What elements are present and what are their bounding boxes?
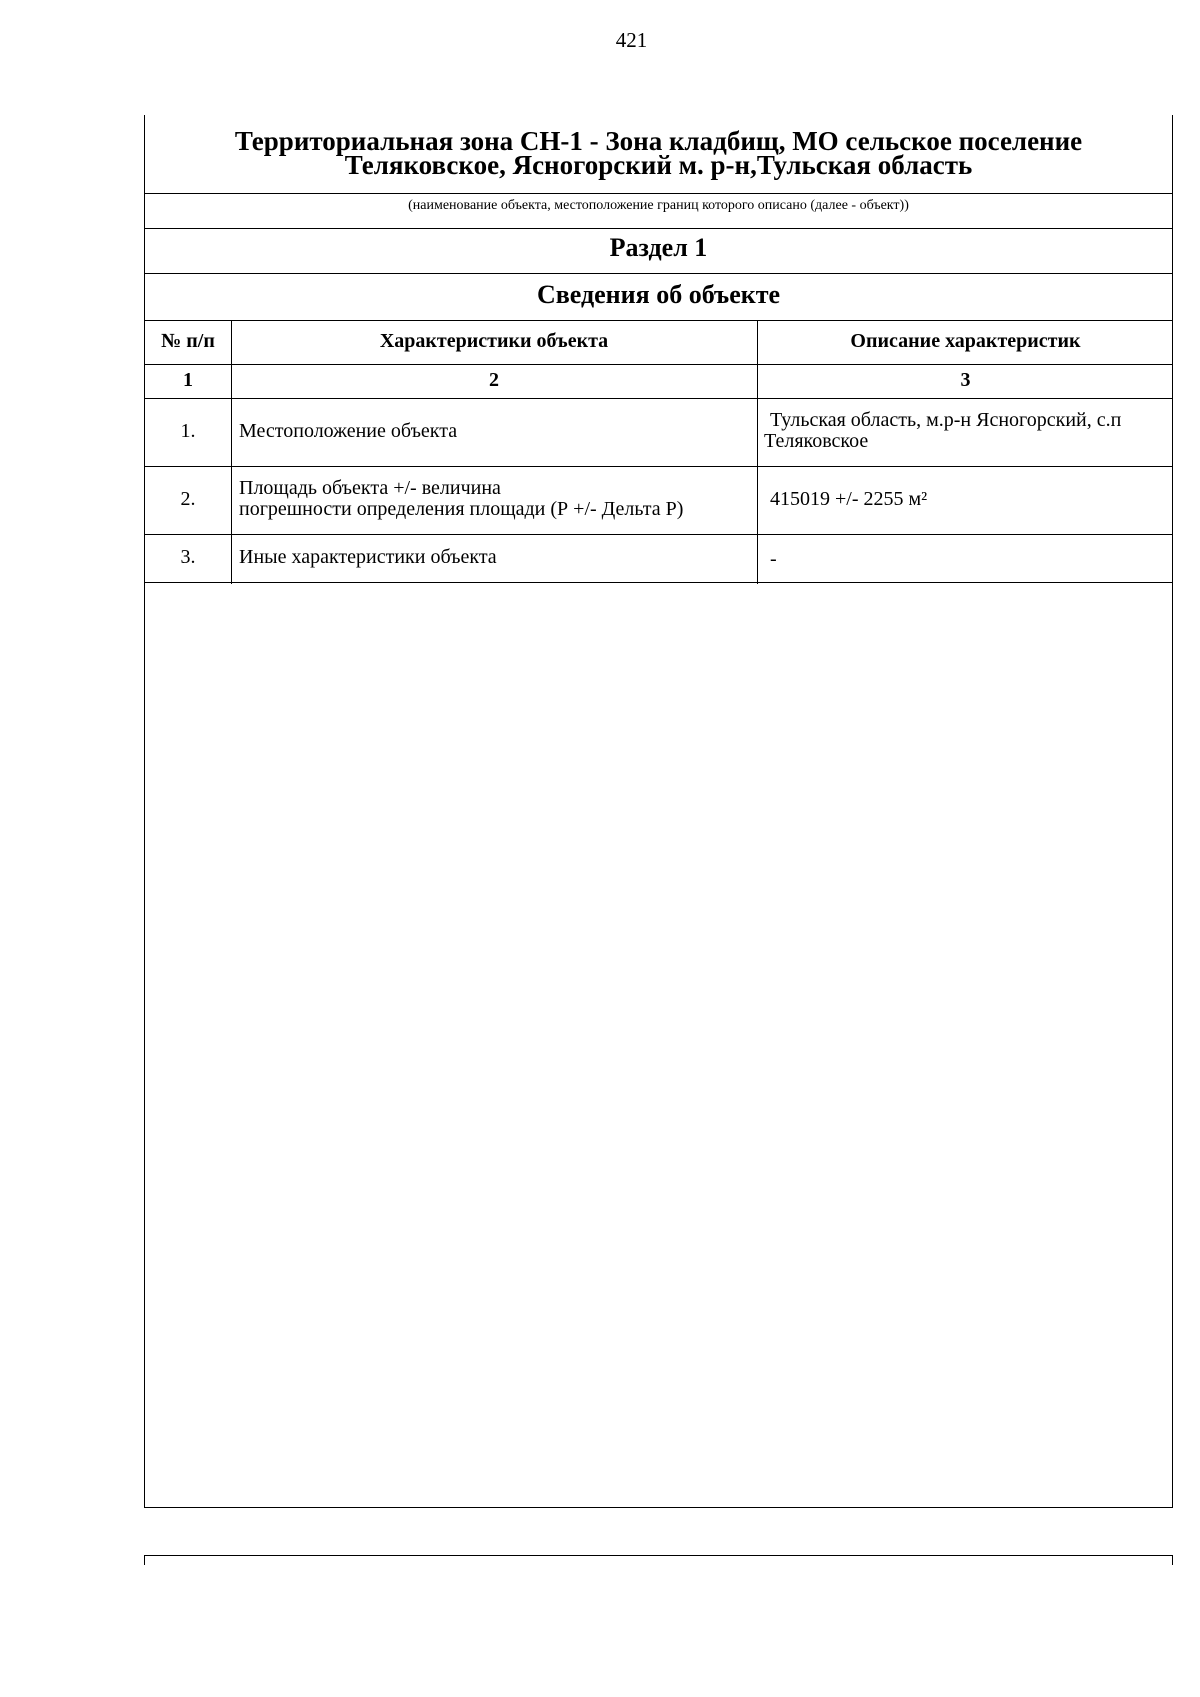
table-row-description bbox=[770, 549, 1169, 570]
next-page-frame bbox=[144, 1555, 1173, 1565]
table-cell-line: Иные характеристики объекта bbox=[239, 546, 497, 568]
document-frame bbox=[144, 115, 1173, 1508]
table-row-characteristic bbox=[239, 478, 749, 520]
divider bbox=[145, 193, 1172, 194]
table-cell-line: 415019 +/- 2255 м² bbox=[770, 488, 928, 510]
table-row-description bbox=[764, 410, 1169, 452]
table-cell-line: Тульская область, м.р-н Ясногорский, с.п bbox=[770, 409, 1122, 431]
document-title bbox=[145, 126, 1172, 180]
table-row-characteristic bbox=[239, 421, 749, 442]
table-cell-line: Местоположение объекта bbox=[239, 420, 458, 442]
document-title-line-2: Теляковское, Ясногорский м. р-н,Тульская область bbox=[344, 150, 973, 180]
table-border bbox=[145, 320, 1172, 321]
page-number: 421 bbox=[615, 28, 648, 52]
table-column-number: 1 bbox=[183, 369, 193, 391]
table-cell-line: Теляковское bbox=[764, 430, 869, 452]
subtitle-note: (наименование объекта, местоположение границ которого описано (далее - объект)) bbox=[408, 198, 909, 213]
table-row-num: 1. bbox=[180, 420, 196, 442]
table-border bbox=[145, 582, 1172, 583]
table-row-characteristic bbox=[239, 547, 749, 568]
table-column-divider bbox=[231, 320, 232, 584]
document-title-line-1: Территориальная зона СН-1 - Зона кладбищ, МО сельское поселение bbox=[234, 126, 1083, 156]
table-border bbox=[145, 466, 1172, 467]
section-label: Раздел 1 bbox=[609, 233, 708, 262]
table-row-description bbox=[770, 489, 1169, 510]
section-title: Сведения об объекте bbox=[536, 280, 781, 309]
table-border bbox=[145, 364, 1172, 365]
table-border bbox=[145, 534, 1172, 535]
table-cell-line: погрешности определения площади (Р +/- Дельта Р) bbox=[239, 498, 684, 520]
divider bbox=[145, 273, 1172, 274]
table-column-number: 2 bbox=[489, 369, 499, 391]
table-header-num: № п/п bbox=[161, 330, 215, 352]
table-border bbox=[145, 398, 1172, 399]
table-header-characteristics: Характеристики объекта bbox=[379, 330, 609, 352]
table-cell-line: - bbox=[770, 548, 777, 570]
table-cell-line: Площадь объекта +/- величина bbox=[239, 477, 501, 499]
table-header-description: Описание характеристик bbox=[850, 330, 1081, 352]
table-column-number: 3 bbox=[960, 369, 971, 391]
table-row-num: 3. bbox=[180, 546, 196, 568]
divider bbox=[145, 228, 1172, 229]
table-column-divider bbox=[757, 320, 758, 584]
table-row-num: 2. bbox=[180, 488, 196, 510]
